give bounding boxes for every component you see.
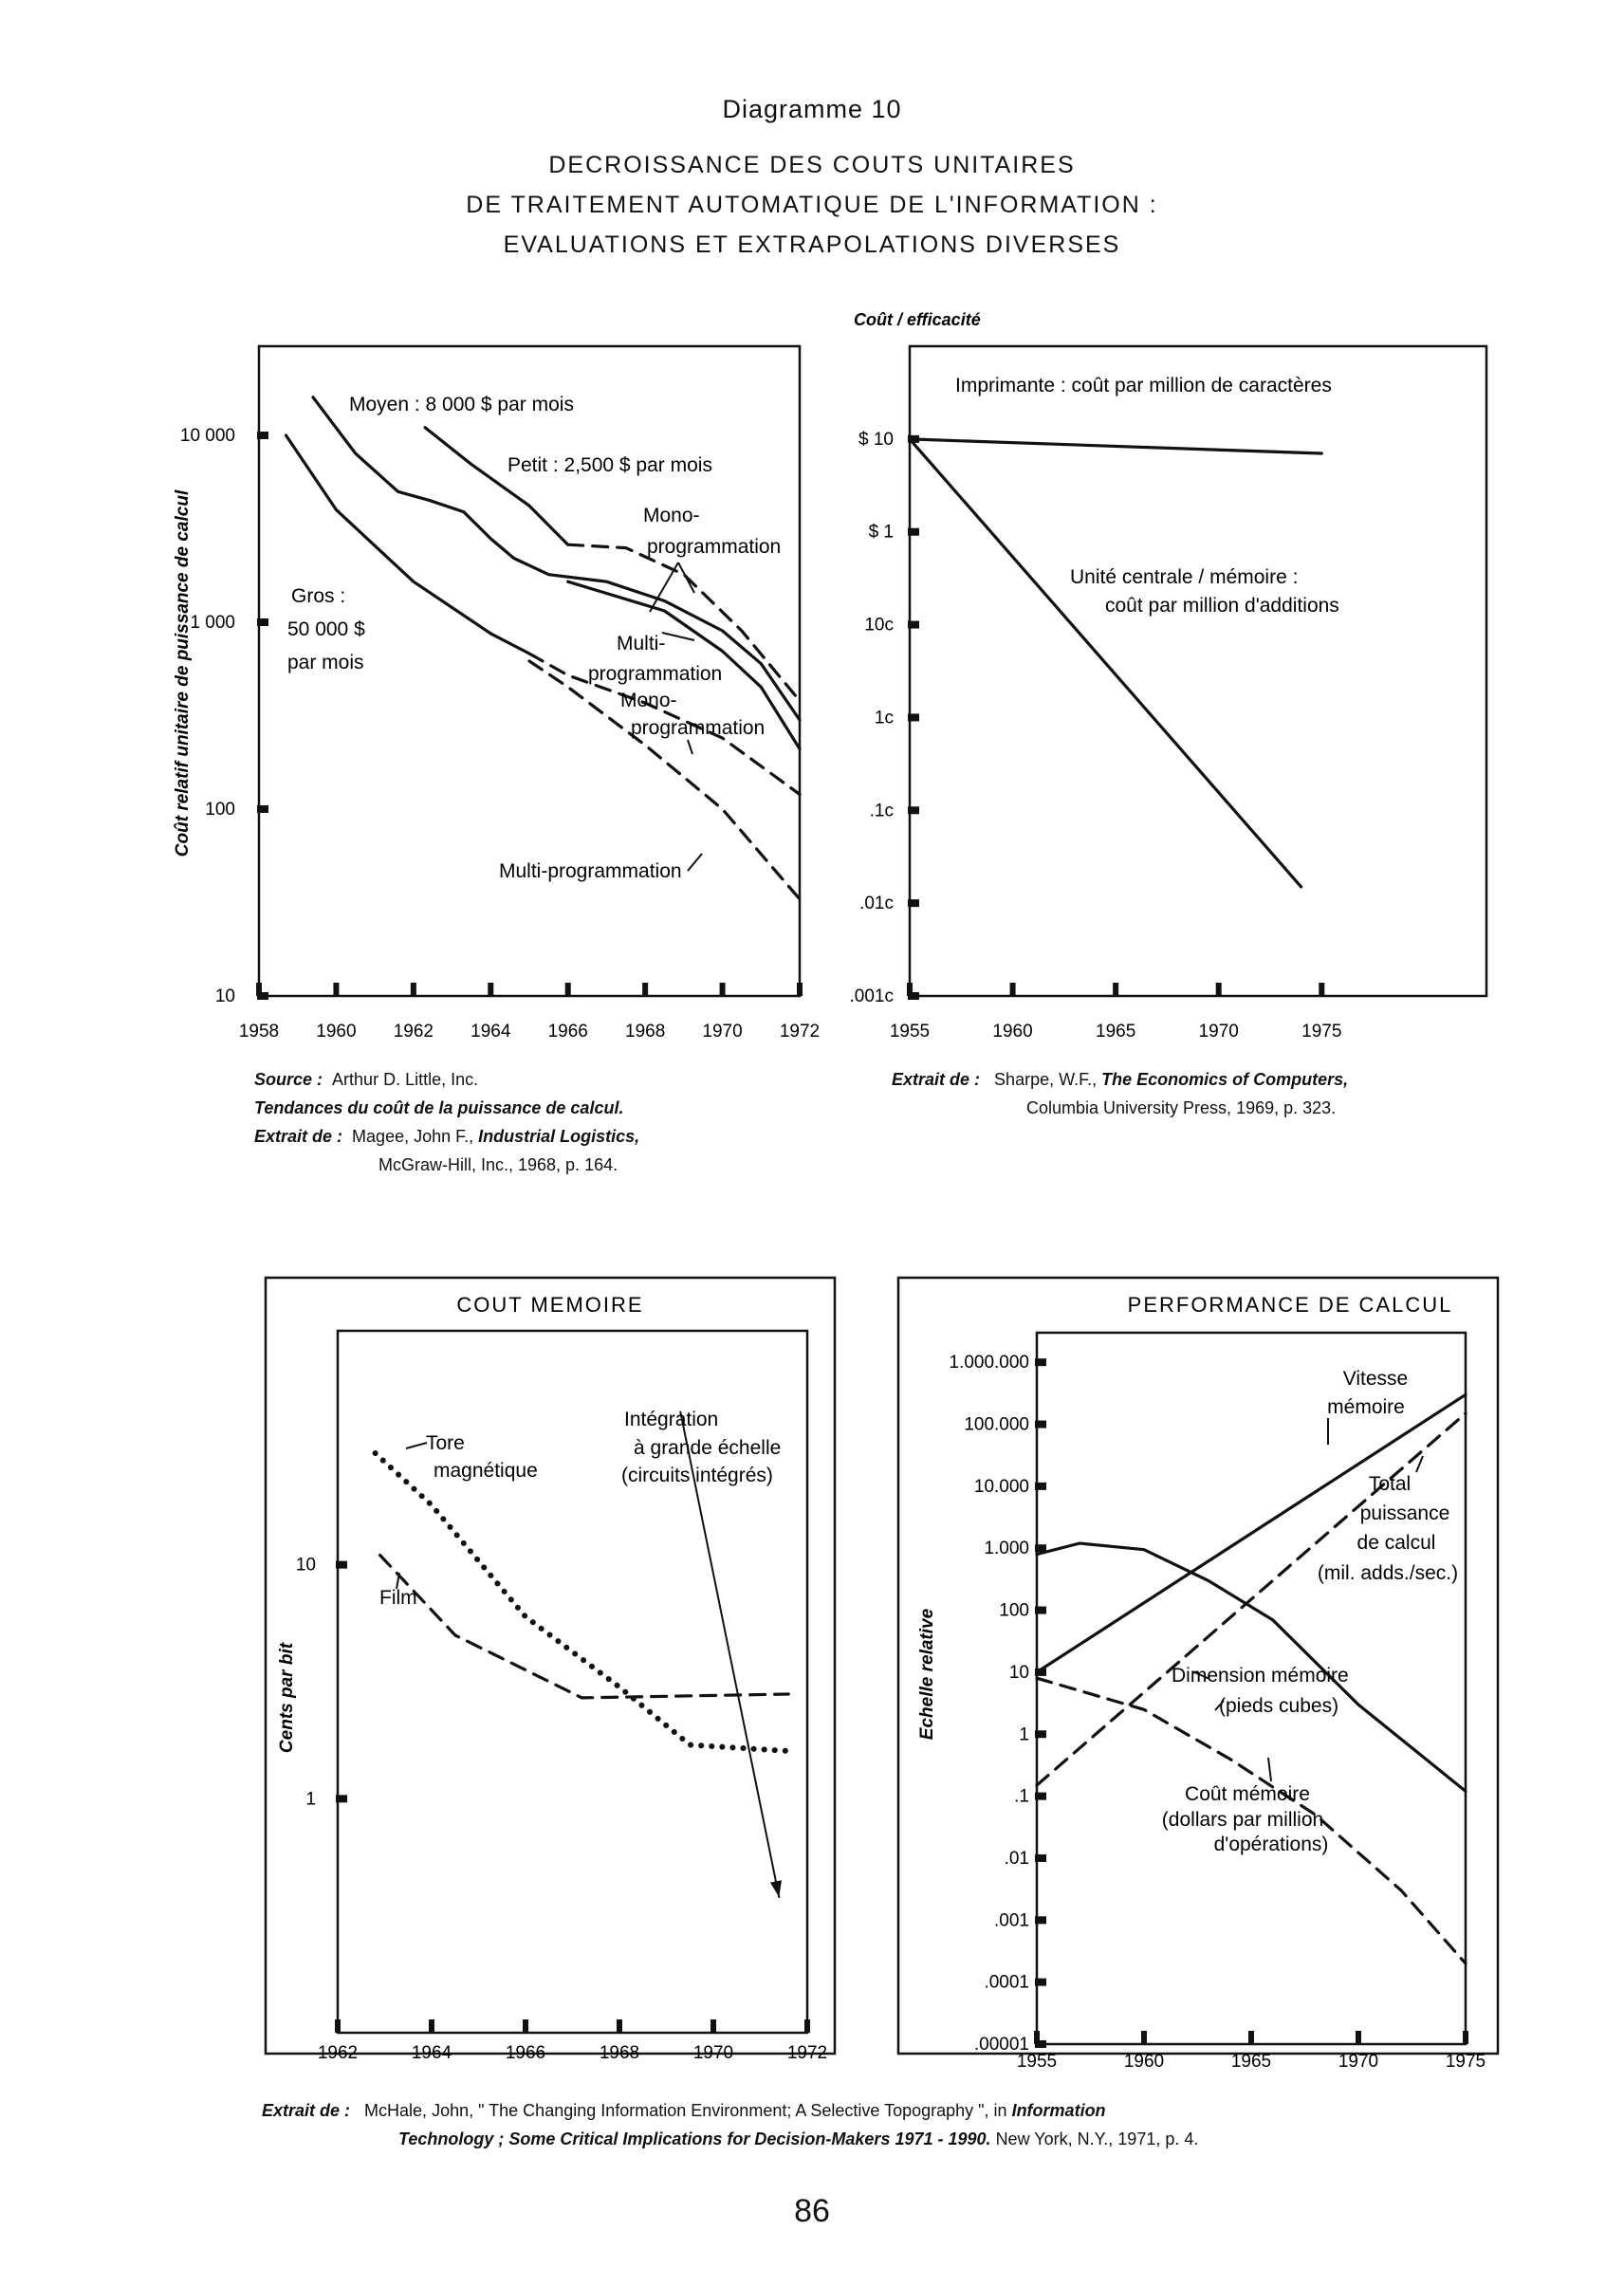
diagram-label: Diagramme 10 <box>722 95 902 123</box>
c2-series-line-0 <box>910 439 1321 453</box>
c4-ytick-label: 1.000 <box>984 1539 1029 1559</box>
c4-xtick-label: 1960 <box>1123 2052 1165 2068</box>
c1-xtick-mark <box>797 983 803 996</box>
c4-xtick-mark <box>1463 2031 1468 2044</box>
chart-computing-cost-trends <box>161 337 825 1058</box>
c2-xtick-mark <box>1010 983 1016 996</box>
chart3-label-film: Film <box>379 1587 417 1609</box>
c2-ytick-mark <box>908 713 919 721</box>
chart3-label-tore-1: Tore <box>426 1432 465 1454</box>
chart4-label-dimension-2: (pieds cubes) <box>1219 1695 1339 1717</box>
chart1-arrow-multi-mid <box>662 633 694 640</box>
c1-ytick-label: 100 <box>205 799 235 820</box>
chart1-arrow-mono-mid <box>688 740 692 754</box>
chart1-source-author: Magee, John F., <box>352 1127 474 1146</box>
c1-xtick-mark <box>411 983 416 996</box>
c2-xtick-label: 1965 <box>1096 1022 1136 1042</box>
c4-ytick-label: .0001 <box>984 1972 1029 1993</box>
chart1-arrow-multi-low <box>688 854 702 871</box>
chart3-frame <box>338 1331 807 2033</box>
c4-ytick-mark <box>1035 1730 1046 1738</box>
chart1-label-gros-3: par mois <box>287 652 364 673</box>
bottom-source-line1-italic: Information <box>1011 2101 1106 2120</box>
chart4-label-cout-1: Coût mémoire <box>1185 1783 1310 1805</box>
chart3-annotations <box>379 1409 781 1609</box>
chart2-annotations <box>955 375 1339 617</box>
c1-xtick-label: 1966 <box>547 1022 588 1042</box>
chart3-label-integration-1: Intégration <box>624 1409 719 1430</box>
bottom-source-line1: McHale, John, " The Changing Information Environment; A Selective Topography ", in <box>364 2101 1007 2120</box>
c3-xtick-label: 1964 <box>411 2043 452 2063</box>
c4-ytick-mark <box>1035 1483 1046 1490</box>
chart1-source-line4: McGraw-Hill, Inc., 1968, p. 164. <box>378 1155 618 1174</box>
page-number: 86 <box>794 2193 830 2229</box>
c3-xtick-label: 1972 <box>786 2043 828 2063</box>
c3-arrowhead <box>770 1880 782 1897</box>
chart2-source-author: Sharpe, W.F., <box>994 1070 1098 1089</box>
chart3-label-integration-3: (circuits intégrés) <box>621 1465 773 1486</box>
c1-xtick-mark <box>488 983 493 996</box>
c2-ytick-label: $ 1 <box>868 522 894 543</box>
chart2-label-imprimante: Imprimante : coût par million de caractères <box>955 375 1332 396</box>
c4-xtick-label: 1955 <box>1016 2052 1058 2068</box>
chart1-label-mono-mid-2: programmation <box>631 717 766 739</box>
chart1-label-moyen: Moyen : 8 000 $ par mois <box>349 394 574 415</box>
chart1-source <box>254 1065 842 1179</box>
c1-ytick-label: 10 000 <box>179 425 235 446</box>
title-line-3: EVALUATIONS ET EXTRAPOLATIONS DIVERSES <box>503 231 1121 258</box>
c2-xtick-mark <box>1113 983 1118 996</box>
c1-ytick-mark <box>257 805 268 813</box>
c2-ytick-label: 10c <box>864 615 894 636</box>
c3-xtick-mark <box>429 2019 434 2033</box>
c1-series-line-3 <box>313 397 800 720</box>
c2-ytick-mark <box>908 806 919 814</box>
chart1-annotations <box>287 394 781 882</box>
chart2-ylabel: Coût / efficacité <box>854 310 981 329</box>
c3-xtick-label: 1962 <box>317 2043 359 2063</box>
chart1-label-mono-mid-1: Mono- <box>620 690 677 711</box>
c3-xtick-label: 1970 <box>692 2043 734 2063</box>
chart4-xticks <box>1017 2031 1486 2068</box>
title-line-1: DECROISSANCE DES COUTS UNITAIRES <box>548 152 1076 178</box>
chart4-label-total-2: puissance <box>1359 1502 1450 1524</box>
c4-ytick-label: 100 <box>999 1600 1029 1621</box>
c4-ytick-label: .001 <box>994 1910 1029 1931</box>
chart1-xticks <box>239 983 820 1042</box>
c2-ytick-mark <box>908 528 919 536</box>
c4-ytick-label: .1 <box>1014 1786 1029 1807</box>
chart2-label-unite-1: Unité centrale / mémoire : <box>1070 566 1299 588</box>
c1-ytick-label: 10 <box>214 986 235 1006</box>
c4-ytick-label: .01 <box>1004 1848 1029 1869</box>
c4-ytick-mark <box>1035 1421 1046 1429</box>
c1-xtick-label: 1964 <box>471 1022 511 1042</box>
c4-xtick-mark <box>1141 2031 1147 2044</box>
c2-xtick-mark <box>907 983 913 996</box>
chart1-source-line2: Tendances du coût de la puissance de calcul. <box>254 1098 624 1117</box>
c4-ytick-label: 10 <box>1008 1662 1029 1683</box>
chart4-annotations <box>1162 1368 1458 1855</box>
c1-xtick-label: 1962 <box>393 1022 434 1042</box>
bottom-source-line2-italic: Technology ; Some Critical Implications for Decision-Makers 1971 - 1990. <box>398 2129 991 2148</box>
chart2-frame <box>910 346 1486 996</box>
c2-series-line-1 <box>910 439 1301 887</box>
chart2-series <box>910 439 1321 887</box>
chart4-arrow-total <box>1416 1456 1423 1472</box>
c1-xtick-mark <box>333 983 339 996</box>
chart1-source-label: Source : <box>254 1070 323 1089</box>
c4-ytick-mark <box>1035 1854 1046 1862</box>
chart4-yticks <box>949 1353 1046 2055</box>
c3-xtick-mark <box>617 2019 622 2033</box>
c3-ytick-mark <box>336 1795 347 1802</box>
chart1-label-gros-1: Gros : <box>291 585 346 607</box>
c4-xtick-mark <box>1248 2031 1254 2044</box>
c4-xtick-mark <box>1356 2031 1361 2044</box>
c2-xtick-label: 1975 <box>1301 1022 1342 1042</box>
chart2-source-line2: Columbia University Press, 1969, p. 323. <box>1026 1098 1337 1117</box>
c4-ytick-label: 1 <box>1019 1724 1029 1745</box>
c2-xtick-label: 1970 <box>1198 1022 1239 1042</box>
chart1-label-gros-2: 50 000 $ <box>287 618 365 640</box>
bottom-source <box>262 2096 1552 2153</box>
chart4-label-vitesse-1: Vitesse <box>1342 1368 1409 1390</box>
chart3-leader-lines <box>397 1443 427 1589</box>
chart4-label-total-3: de calcul <box>1356 1532 1436 1554</box>
bottom-source-label: Extrait de : <box>262 2101 351 2120</box>
chart3-label-integration-2: à grande échelle <box>634 1437 782 1459</box>
chart1-arrow-mono-top-b <box>678 562 694 593</box>
chart2-source <box>892 1065 1537 1122</box>
c2-ytick-label: .1c <box>869 801 894 821</box>
c2-ytick-label: .001c <box>849 986 894 1006</box>
c4-ytick-label: 10.000 <box>973 1476 1029 1497</box>
chart3-arrow-tore <box>406 1443 427 1448</box>
c2-xtick-mark <box>1319 983 1324 996</box>
c4-ytick-mark <box>1035 1607 1046 1614</box>
chart4-frame <box>1037 1333 1466 2044</box>
chart1-label-mono-top-2: programmation <box>647 536 782 558</box>
chart-cost-efficiency <box>835 302 1508 1058</box>
chart3-outer-frame <box>266 1278 835 2054</box>
c2-ytick-label: .01c <box>859 894 894 914</box>
chart4-label-total-1: Total <box>1368 1473 1412 1495</box>
chart1-label-mono-top-1: Mono- <box>643 505 700 526</box>
c2-ytick-label: $ 10 <box>858 429 894 450</box>
chart2-xticks <box>890 983 1342 1042</box>
chart1-label-multi-mid-1: Multi- <box>617 633 666 654</box>
c2-ytick-mark <box>908 621 919 629</box>
chart3-yticks <box>296 1556 347 1810</box>
chart4-label-dimension-1: Dimension mémoire <box>1172 1665 1349 1687</box>
chart1-source-title: Industrial Logistics, <box>478 1127 640 1146</box>
chart3-title: COUT MEMOIRE <box>456 1293 644 1317</box>
c4-ytick-label: .00001 <box>973 2035 1029 2055</box>
c1-xtick-label: 1958 <box>238 1022 280 1042</box>
chart-computing-performance <box>896 1276 1513 2068</box>
title-line-2: DE TRAITEMENT AUTOMATIQUE DE L'INFORMATION : <box>466 192 1158 218</box>
c3-xtick-label: 1966 <box>505 2043 546 2063</box>
c3-xtick-mark <box>804 2019 810 2033</box>
c1-ytick-mark <box>257 432 268 439</box>
c3-xtick-label: 1968 <box>599 2043 640 2063</box>
chart1-label-multi-low: Multi-programmation <box>499 860 682 882</box>
chart4-label-cout-2: (dollars par million <box>1161 1809 1324 1831</box>
c4-ytick-label: 1.000.000 <box>949 1353 1029 1373</box>
chart1-label-petit: Petit : 2,500 $ par mois <box>508 454 712 476</box>
c3-series-line-0 <box>376 1453 789 1751</box>
c3-xtick-mark <box>523 2019 528 2033</box>
chart1-label-multi-mid-2: programmation <box>588 663 723 685</box>
c4-xtick-label: 1965 <box>1230 2052 1272 2068</box>
bottom-source-line2-tail: New York, N.Y., 1971, p. 4. <box>995 2129 1199 2148</box>
chart3-label-tore-2: magnétique <box>434 1460 538 1482</box>
chart1-ylabel: Coût relatif unitaire de puissance de calcul <box>173 489 193 857</box>
chart1-source-text: Arthur D. Little, Inc. <box>332 1070 479 1089</box>
c1-xtick-label: 1968 <box>625 1022 666 1042</box>
chart4-label-cout-3: d'opérations) <box>1213 1834 1329 1855</box>
c1-series-line-5 <box>425 428 568 544</box>
c3-ytick-label: 1 <box>305 1789 316 1810</box>
c2-xtick-mark <box>1216 983 1222 996</box>
c4-series-line-1 <box>1037 1413 1466 1785</box>
c2-xtick-label: 1960 <box>992 1022 1033 1042</box>
c1-xtick-mark <box>642 983 648 996</box>
c2-ytick-mark <box>908 899 919 907</box>
c4-ytick-mark <box>1035 1793 1046 1800</box>
c1-ytick-mark <box>257 618 268 626</box>
chart3-xticks <box>318 2019 827 2063</box>
chart4-label-vitesse-2: mémoire <box>1327 1396 1405 1418</box>
c4-ytick-label: 100.000 <box>964 1414 1029 1435</box>
c4-xtick-label: 1975 <box>1445 2052 1486 2068</box>
c1-xtick-label: 1960 <box>316 1022 357 1042</box>
chart3-ylabel: Cents par bit <box>277 1642 297 1754</box>
chart2-source-title: The Economics of Computers, <box>1101 1070 1349 1089</box>
chart4-arrow-cout <box>1268 1758 1271 1781</box>
c4-ytick-mark <box>1035 1916 1046 1924</box>
c4-ytick-mark <box>1035 1358 1046 1366</box>
c1-xtick-mark <box>256 983 262 996</box>
chart1-source-extract-label: Extrait de : <box>254 1127 343 1146</box>
chart4-label-total-4: (mil. adds./sec.) <box>1317 1562 1459 1584</box>
chart2-label-unite-2: coût par million d'additions <box>1105 595 1339 617</box>
chart4-title: PERFORMANCE DE CALCUL <box>1127 1293 1453 1317</box>
c3-series-line-1 <box>380 1556 789 1698</box>
c4-xtick-mark <box>1034 2031 1040 2044</box>
chart4-ylabel: Echelle relative <box>917 1608 937 1741</box>
c3-xtick-mark <box>710 2019 716 2033</box>
c1-ytick-label: 1 000 <box>190 612 235 633</box>
c3-xtick-mark <box>335 2019 341 2033</box>
c1-xtick-label: 1972 <box>779 1022 821 1042</box>
c4-xtick-label: 1970 <box>1338 2052 1379 2068</box>
c3-ytick-label: 10 <box>295 1555 316 1576</box>
c1-xtick-mark <box>720 983 726 996</box>
c3-ytick-mark <box>336 1561 347 1569</box>
c2-ytick-label: 1c <box>874 708 894 728</box>
chart1-yticks <box>180 426 268 1006</box>
c2-xtick-label: 1955 <box>889 1022 931 1042</box>
c4-ytick-mark <box>1035 1979 1046 1986</box>
c1-xtick-mark <box>565 983 571 996</box>
chart2-source-label: Extrait de : <box>892 1070 981 1089</box>
chart-memory-cost <box>264 1276 847 2068</box>
c1-xtick-label: 1970 <box>702 1022 743 1042</box>
